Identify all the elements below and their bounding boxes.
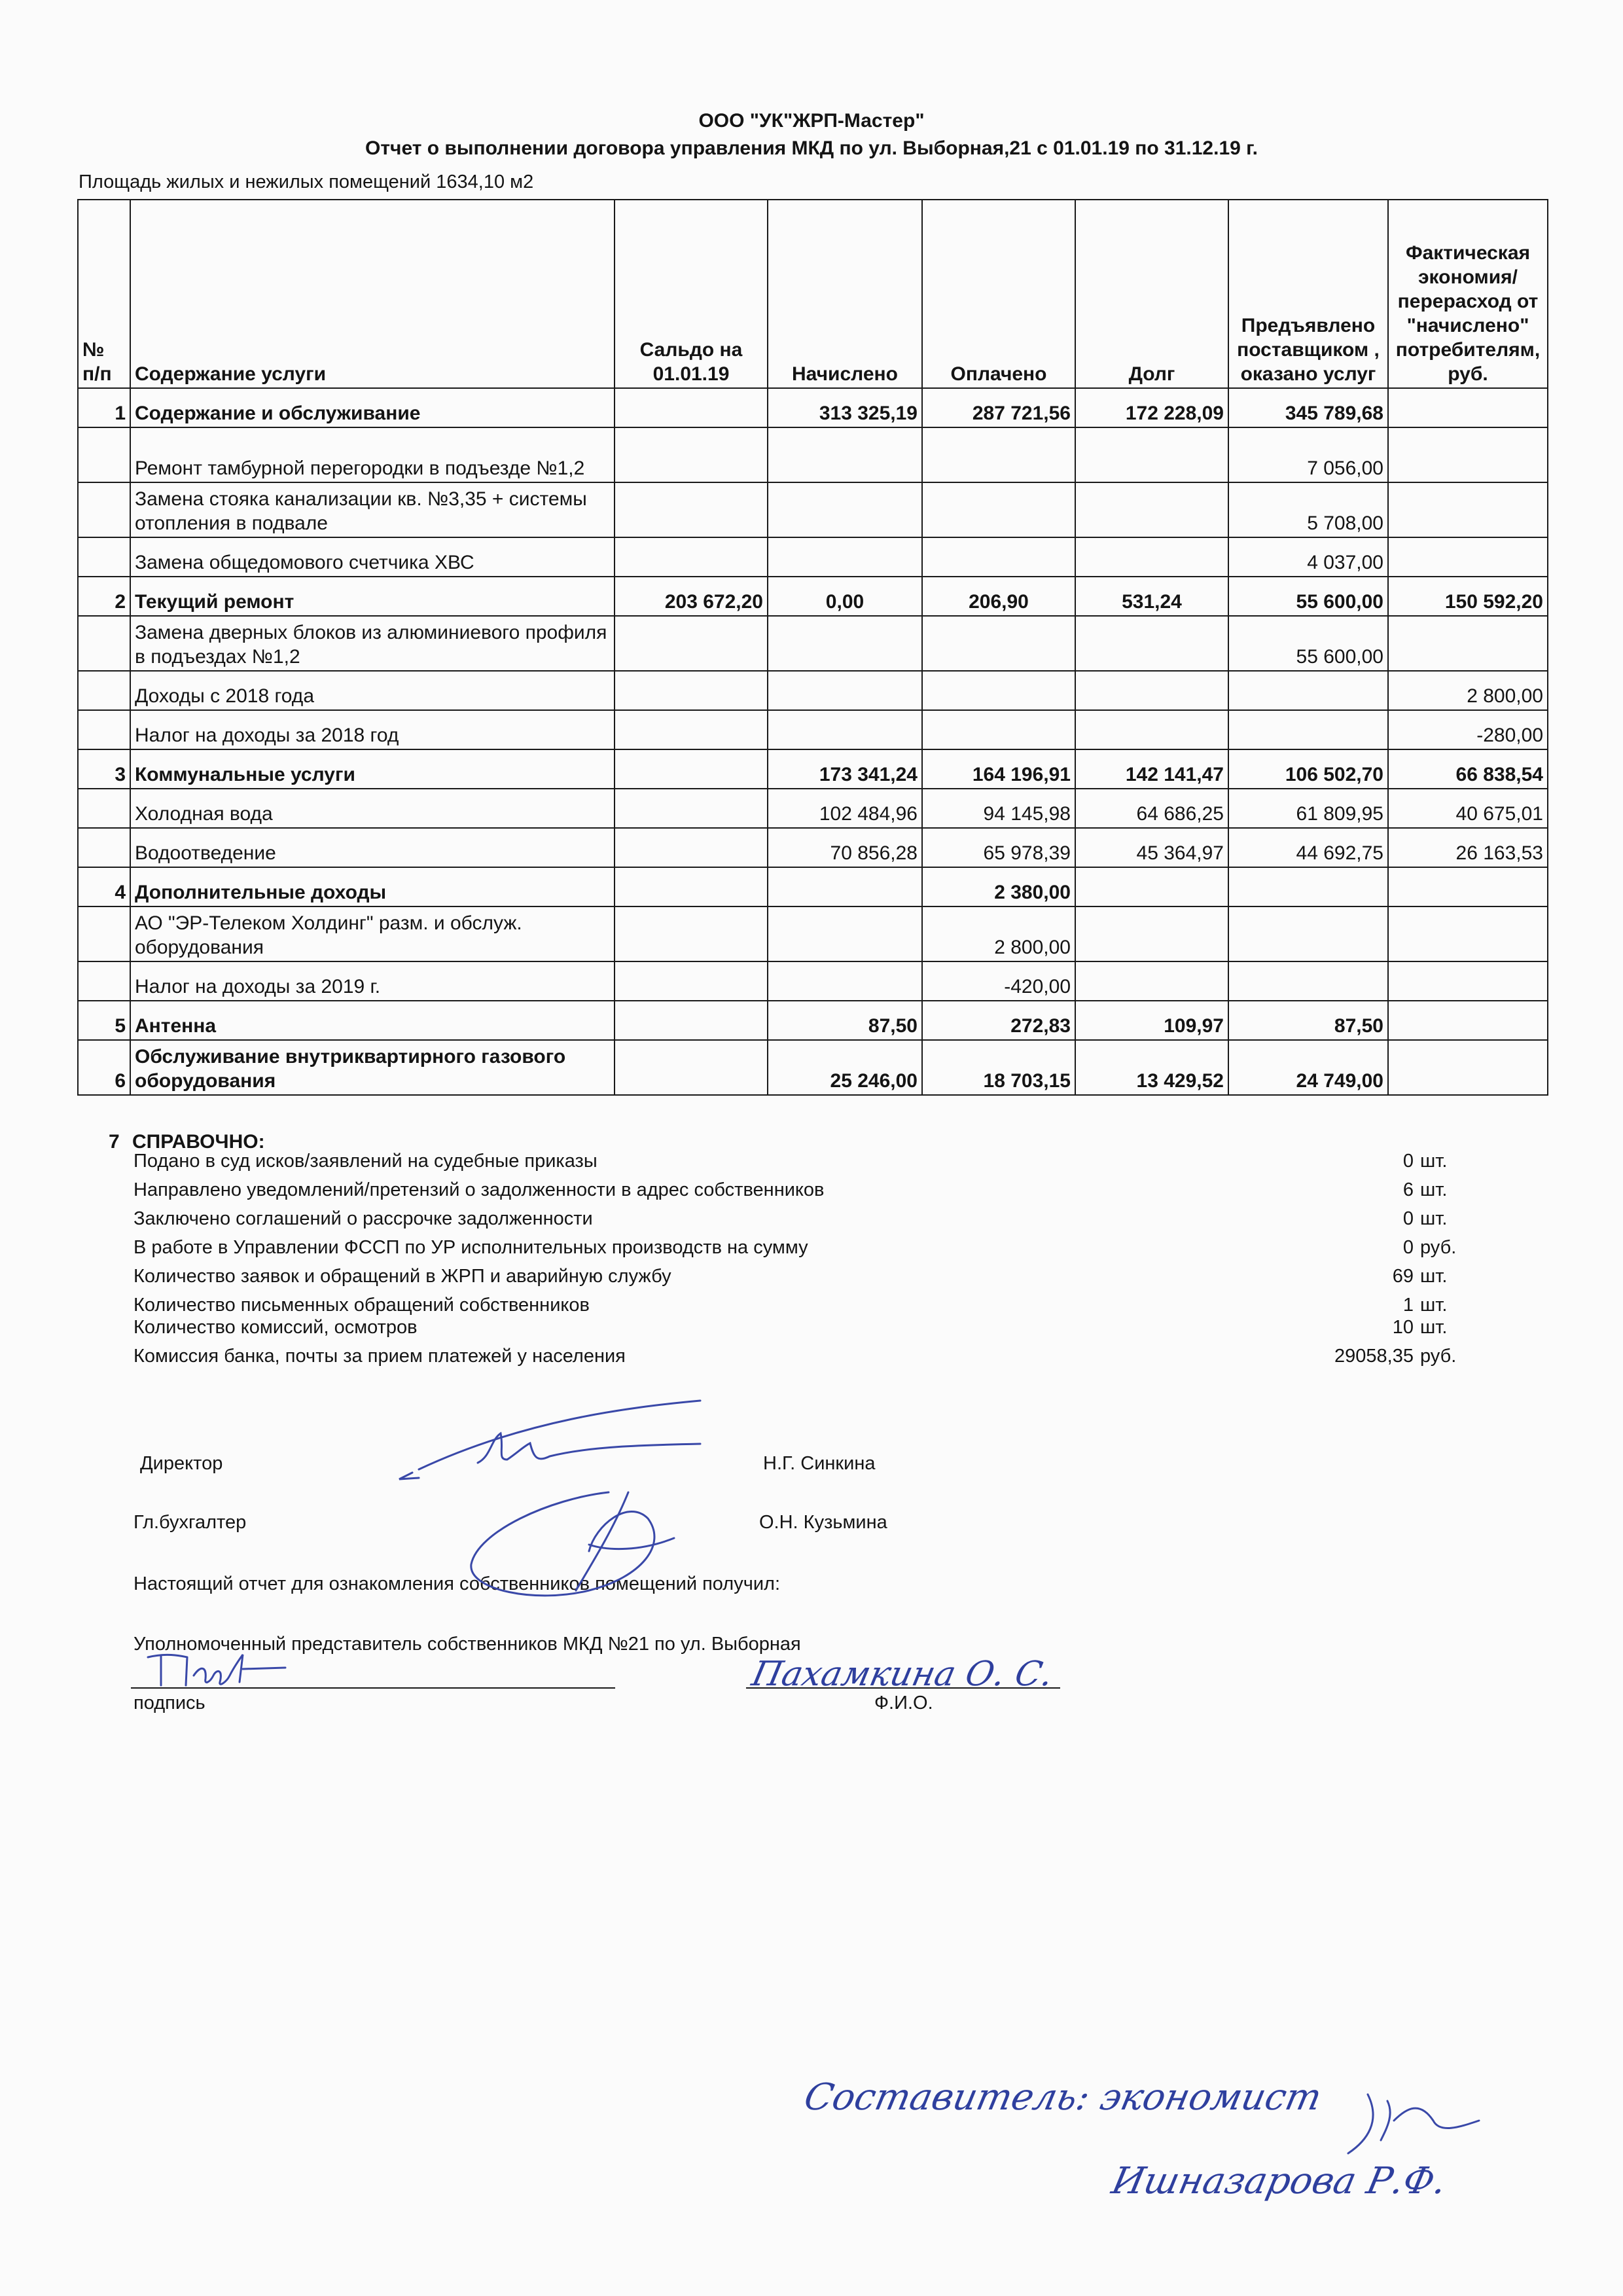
reference-heading: [109, 1131, 265, 1153]
table-row: [78, 482, 1548, 537]
reference-item: [134, 1151, 1448, 1172]
reference-item-label: Заключено соглашений о рассрочке задолженности: [134, 1208, 593, 1229]
reference-item-unit: руб.: [1420, 1237, 1457, 1258]
cell-debt: [1075, 537, 1228, 577]
cell-saldo: [615, 616, 768, 671]
representative-signature-image: [128, 1649, 292, 1695]
signature-caption: подпись: [134, 1693, 205, 1713]
cell-saldo: [615, 710, 768, 749]
cell-num: 4: [78, 867, 130, 906]
cell-debt: 13 429,52: [1075, 1040, 1228, 1095]
cell-num: [78, 616, 130, 671]
cell-saldo: [615, 961, 768, 1001]
cell-debt: 64 686,25: [1075, 789, 1228, 828]
cell-saldo: [615, 749, 768, 789]
reference-item-qty: 0: [1402, 1151, 1414, 1172]
director-signature-image: [393, 1394, 746, 1610]
reference-item: [134, 1295, 1448, 1316]
reference-item-label: В работе в Управлении ФССП по УР исполнительных производств на сумму: [134, 1237, 808, 1258]
cell-economy: [1388, 961, 1548, 1001]
cell-charged: 173 341,24: [768, 749, 922, 789]
cell-saldo: [615, 427, 768, 482]
reference-item-qty: 0: [1402, 1208, 1414, 1229]
cell-num: 1: [78, 388, 130, 427]
cell-num: [78, 537, 130, 577]
accountant-label: Гл.бухгалтер: [134, 1512, 247, 1533]
cell-billed: 7 056,00: [1228, 427, 1388, 482]
reference-item-label: Количество комиссий, осмотров: [134, 1317, 418, 1338]
cell-billed: [1228, 867, 1388, 906]
reference-item: [134, 1208, 1448, 1230]
cell-saldo: [615, 482, 768, 537]
cell-name: АО "ЭР-Телеком Холдинг" разм. и обслуж. оборудования: [130, 906, 615, 961]
table-row: [78, 427, 1548, 482]
cell-billed: [1228, 961, 1388, 1001]
cell-saldo: 203 672,20: [615, 577, 768, 616]
reference-title: СПРАВОЧНО:: [132, 1131, 265, 1153]
cell-paid: 2 380,00: [922, 867, 1075, 906]
cell-paid: 65 978,39: [922, 828, 1075, 867]
table-row: [78, 1001, 1548, 1040]
cell-num: 2: [78, 577, 130, 616]
cell-num: 3: [78, 749, 130, 789]
cell-billed: 61 809,95: [1228, 789, 1388, 828]
reference-item: [134, 1317, 1448, 1338]
cell-economy: [1388, 537, 1548, 577]
cell-debt: [1075, 616, 1228, 671]
table-row: [78, 671, 1548, 710]
director-name: Н.Г. Синкина: [763, 1453, 876, 1474]
cell-billed: 24 749,00: [1228, 1040, 1388, 1095]
reference-item-label: Количество заявок и обращений в ЖРП и аварийную службу: [134, 1266, 671, 1287]
cell-billed: 5 708,00: [1228, 482, 1388, 537]
cell-name: Водоотведение: [130, 828, 615, 867]
col-header-num: № п/п: [78, 200, 130, 388]
cell-num: [78, 710, 130, 749]
reference-item-qty: 10: [1392, 1317, 1414, 1338]
cell-billed: [1228, 671, 1388, 710]
cell-num: [78, 671, 130, 710]
table-row: [78, 789, 1548, 828]
cell-saldo: [615, 789, 768, 828]
reference-item-qty: 69: [1392, 1266, 1414, 1287]
cell-charged: [768, 671, 922, 710]
cell-saldo: [615, 1040, 768, 1095]
cell-paid: [922, 427, 1075, 482]
reference-item-qty: 1: [1402, 1295, 1414, 1316]
cell-paid: 206,90: [922, 577, 1075, 616]
reference-item-unit: шт.: [1420, 1295, 1448, 1316]
reference-item-qty: 0: [1402, 1237, 1414, 1258]
cell-charged: 313 325,19: [768, 388, 922, 427]
compiler-line-1: Составитель: экономист: [800, 2076, 1326, 2119]
reference-item-qty: 29058,35: [1334, 1346, 1414, 1367]
cell-paid: 272,83: [922, 1001, 1075, 1040]
received-statement: Настоящий отчет для ознакомления собственников помещений получил:: [134, 1573, 781, 1594]
cell-charged: [768, 616, 922, 671]
cell-charged: [768, 427, 922, 482]
cell-economy: [1388, 427, 1548, 482]
table-row: [78, 749, 1548, 789]
cell-paid: 18 703,15: [922, 1040, 1075, 1095]
cell-paid: [922, 537, 1075, 577]
col-header-economy: Фактическая экономия/перерасход от "начислено" потребителям, руб.: [1388, 200, 1548, 388]
reference-item-label: Комиссия банка, почты за прием платежей у населения: [134, 1346, 626, 1367]
cell-debt: [1075, 906, 1228, 961]
table-row: [78, 710, 1548, 749]
cell-saldo: [615, 906, 768, 961]
cell-name: Налог на доходы за 2018 год: [130, 710, 615, 749]
cell-charged: 70 856,28: [768, 828, 922, 867]
cell-billed: 106 502,70: [1228, 749, 1388, 789]
cell-billed: [1228, 906, 1388, 961]
col-header-name: Содержание услуги: [130, 200, 615, 388]
reference-item: [134, 1237, 1457, 1259]
cell-debt: 142 141,47: [1075, 749, 1228, 789]
table-row: [78, 616, 1548, 671]
reference-item-unit: шт.: [1420, 1208, 1448, 1229]
cell-debt: [1075, 867, 1228, 906]
cell-economy: [1388, 1001, 1548, 1040]
cell-name: Доходы с 2018 года: [130, 671, 615, 710]
cell-charged: 25 246,00: [768, 1040, 922, 1095]
cell-paid: 94 145,98: [922, 789, 1075, 828]
cell-economy: [1388, 906, 1548, 961]
director-label: Директор: [140, 1453, 223, 1474]
cell-name: Текущий ремонт: [130, 577, 615, 616]
area-note: Площадь жилых и нежилых помещений 1634,10 м2: [79, 171, 534, 192]
cell-paid: [922, 616, 1075, 671]
cell-economy: [1388, 388, 1548, 427]
cell-saldo: [615, 537, 768, 577]
cell-economy: 26 163,53: [1388, 828, 1548, 867]
cell-name: Замена стояка канализации кв. №3,35 + системы отопления в подвале: [130, 482, 615, 537]
handwritten-fio: Пахамкина О. С.: [748, 1655, 1057, 1694]
cell-charged: [768, 961, 922, 1001]
cell-economy: [1388, 867, 1548, 906]
cell-charged: 0,00: [768, 577, 922, 616]
reference-item-label: Количество письменных обращений собственников: [134, 1295, 590, 1316]
cell-economy: 66 838,54: [1388, 749, 1548, 789]
reference-item: [134, 1346, 1457, 1367]
cell-debt: [1075, 961, 1228, 1001]
compiler-line-2: Ишназарова Р.Ф.: [1108, 2160, 1451, 2202]
table-row: [78, 867, 1548, 906]
reference-item-unit: шт.: [1420, 1179, 1448, 1200]
cell-name: Обслуживание внутриквартирного газового оборудования: [130, 1040, 615, 1095]
reference-item-unit: шт.: [1420, 1151, 1448, 1172]
cell-paid: -420,00: [922, 961, 1075, 1001]
cell-name: Дополнительные доходы: [130, 867, 615, 906]
cell-name: Антенна: [130, 1001, 615, 1040]
reference-item-label: Направлено уведомлений/претензий о задолженности в адрес собственников: [134, 1179, 825, 1200]
cell-name: Ремонт тамбурной перегородки в подъезде №1,2: [130, 427, 615, 482]
cell-num: 5: [78, 1001, 130, 1040]
cell-economy: 2 800,00: [1388, 671, 1548, 710]
cell-paid: [922, 710, 1075, 749]
cell-economy: [1388, 482, 1548, 537]
cell-num: [78, 828, 130, 867]
cell-charged: [768, 867, 922, 906]
table-row: [78, 388, 1548, 427]
col-header-paid: Оплачено: [922, 200, 1075, 388]
table-row: [78, 906, 1548, 961]
report-table: [77, 199, 1548, 1096]
cell-charged: [768, 710, 922, 749]
cell-economy: -280,00: [1388, 710, 1548, 749]
cell-saldo: [615, 828, 768, 867]
cell-billed: [1228, 710, 1388, 749]
cell-debt: [1075, 671, 1228, 710]
cell-num: [78, 482, 130, 537]
cell-debt: [1075, 427, 1228, 482]
reference-item: [134, 1266, 1448, 1287]
col-header-billed: Предъявлено поставщиком , оказано услуг: [1228, 200, 1388, 388]
company-name: ООО "УК"ЖРП-Мастер": [698, 110, 925, 132]
cell-saldo: [615, 1001, 768, 1040]
cell-charged: [768, 482, 922, 537]
fio-caption: Ф.И.О.: [874, 1693, 933, 1713]
cell-debt: [1075, 482, 1228, 537]
reference-item: [134, 1179, 1448, 1201]
cell-paid: [922, 482, 1075, 537]
cell-paid: 2 800,00: [922, 906, 1075, 961]
cell-economy: 40 675,01: [1388, 789, 1548, 828]
col-header-saldo: Сальдо на 01.01.19: [615, 200, 768, 388]
report-table-body: [78, 388, 1548, 1095]
cell-economy: [1388, 1040, 1548, 1095]
table-row: [78, 961, 1548, 1001]
reference-num: 7: [109, 1131, 120, 1153]
cell-billed: 55 600,00: [1228, 616, 1388, 671]
col-header-charged: Начислено: [768, 200, 922, 388]
table-row: [78, 577, 1548, 616]
cell-billed: 345 789,68: [1228, 388, 1388, 427]
cell-num: [78, 427, 130, 482]
cell-saldo: [615, 867, 768, 906]
table-row: [78, 1040, 1548, 1095]
cell-debt: 172 228,09: [1075, 388, 1228, 427]
cell-num: 6: [78, 1040, 130, 1095]
cell-billed: 87,50: [1228, 1001, 1388, 1040]
reference-item-qty: 6: [1402, 1179, 1414, 1200]
reference-item-unit: шт.: [1420, 1317, 1448, 1338]
cell-debt: [1075, 710, 1228, 749]
report-title: Отчет о выполнении договора управления МКД по ул. Выборная,21 с 01.01.19 по 31.12.19 г.: [365, 137, 1258, 159]
cell-debt: 531,24: [1075, 577, 1228, 616]
cell-charged: [768, 537, 922, 577]
col-header-debt: Долг: [1075, 200, 1228, 388]
representative-statement: Уполномоченный представитель собственников МКД №21 по ул. Выборная: [134, 1634, 801, 1655]
cell-debt: 109,97: [1075, 1001, 1228, 1040]
cell-name: Холодная вода: [130, 789, 615, 828]
cell-saldo: [615, 671, 768, 710]
cell-debt: 45 364,97: [1075, 828, 1228, 867]
accountant-name: О.Н. Кузьмина: [759, 1512, 887, 1533]
cell-paid: 287 721,56: [922, 388, 1075, 427]
cell-saldo: [615, 388, 768, 427]
cell-paid: [922, 671, 1075, 710]
cell-name: Налог на доходы за 2019 г.: [130, 961, 615, 1001]
reference-item-unit: руб.: [1420, 1346, 1457, 1367]
cell-num: [78, 789, 130, 828]
cell-name: Замена дверных блоков из алюминиевого профиля в подъездах №1,2: [130, 616, 615, 671]
table-row: [78, 828, 1548, 867]
cell-name: Замена общедомового счетчика ХВС: [130, 537, 615, 577]
table-row: [78, 537, 1548, 577]
reference-item-label: Подано в суд исков/заявлений на судебные приказы: [134, 1151, 597, 1172]
cell-economy: 150 592,20: [1388, 577, 1548, 616]
reference-item-unit: шт.: [1420, 1266, 1448, 1287]
cell-economy: [1388, 616, 1548, 671]
cell-charged: [768, 906, 922, 961]
cell-name: Коммунальные услуги: [130, 749, 615, 789]
cell-billed: 44 692,75: [1228, 828, 1388, 867]
cell-charged: 102 484,96: [768, 789, 922, 828]
cell-num: [78, 961, 130, 1001]
cell-num: [78, 906, 130, 961]
cell-charged: 87,50: [768, 1001, 922, 1040]
cell-paid: 164 196,91: [922, 749, 1075, 789]
cell-billed: 55 600,00: [1228, 577, 1388, 616]
cell-billed: 4 037,00: [1228, 537, 1388, 577]
cell-name: Содержание и обслуживание: [130, 388, 615, 427]
table-header-row: [78, 200, 1548, 388]
